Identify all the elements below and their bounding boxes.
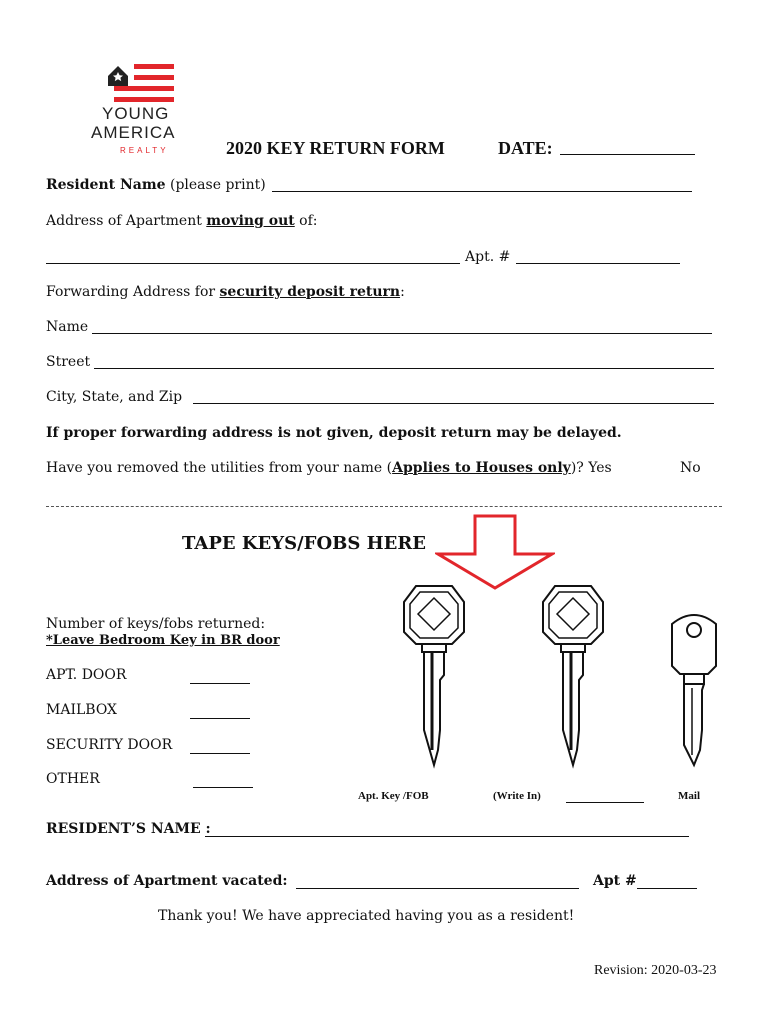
write-in-key-icon <box>533 580 613 770</box>
forwarding-label <box>46 284 405 300</box>
logo-line-young: YOUNG <box>102 104 170 123</box>
utilities-emph: Applies to Houses only <box>392 460 571 476</box>
resident-name-row <box>46 177 266 193</box>
city-label: City, State, and Zip <box>46 389 183 405</box>
logo-line-realty: REALTY <box>120 146 169 155</box>
caption-apt-key: Apt. Key /FOB <box>358 790 429 802</box>
utilities-no[interactable]: No <box>680 460 701 476</box>
resident-name-hint: (please print) <box>170 177 266 193</box>
key-count-mailbox[interactable] <box>190 718 250 719</box>
apt-field[interactable] <box>516 263 680 264</box>
footer-apt-label: Apt # <box>593 873 637 889</box>
forwarding-post: : <box>400 284 405 300</box>
address-label-post: of: <box>294 213 318 229</box>
mail-key-icon <box>664 610 724 770</box>
key-row-mailbox: MAILBOX <box>46 702 118 718</box>
key-count-other[interactable] <box>193 787 253 788</box>
resident-name-field[interactable] <box>272 191 692 192</box>
thank-you-message: Thank you! We have appreciated having you as a resident! <box>158 908 575 924</box>
key-count-security-door[interactable] <box>190 753 250 754</box>
forwarding-pre: Forwarding Address for <box>46 284 220 300</box>
date-field[interactable] <box>560 154 695 155</box>
name-field[interactable] <box>92 333 712 334</box>
tape-keys-heading: TAPE KEYS/FOBS HERE <box>182 533 427 554</box>
key-count-apt-door[interactable] <box>190 683 250 684</box>
resident-name-footer-label: RESIDENT’S NAME : <box>46 821 211 837</box>
apt-label: Apt. # <box>465 249 511 265</box>
street-label: Street <box>46 354 91 370</box>
revision-label: Revision: 2020-03-23 <box>594 963 717 978</box>
logo-line-america: AMERICA <box>91 123 176 142</box>
address-moving-out-field[interactable] <box>46 263 460 264</box>
bedroom-key-note: *Leave Bedroom Key in BR door <box>46 633 280 648</box>
utilities-question <box>46 460 612 476</box>
address-label-pre: Address of Apartment <box>46 213 207 229</box>
write-in-field[interactable] <box>566 802 644 803</box>
utilities-yes[interactable]: )? Yes <box>570 460 612 476</box>
apt-key-icon <box>394 580 474 770</box>
vacated-label: Address of Apartment vacated: <box>46 873 288 889</box>
cut-line-divider <box>46 506 722 507</box>
date-label: DATE: <box>498 138 553 158</box>
key-row-security-door: SECURITY DOOR <box>46 737 173 753</box>
logo <box>91 60 200 160</box>
logo-house-flag-icon <box>106 62 176 102</box>
forwarding-emph: security deposit return <box>219 284 401 300</box>
form-title: 2020 KEY RETURN FORM <box>226 138 445 158</box>
key-row-other: OTHER <box>46 771 100 787</box>
street-field[interactable] <box>94 368 714 369</box>
resident-name-label: Resident Name <box>46 177 166 193</box>
keys-count-label: Number of keys/fobs returned: <box>46 616 266 632</box>
resident-name-footer-field[interactable] <box>205 836 689 837</box>
city-field[interactable] <box>193 403 714 404</box>
caption-mail: Mail <box>678 790 700 802</box>
caption-write-in: (Write In) <box>493 790 541 802</box>
key-row-apt-door: APT. DOOR <box>46 667 127 683</box>
address-label-emph: moving out <box>206 213 295 229</box>
deposit-warning: If proper forwarding address is not given, deposit return may be delayed. <box>46 425 622 441</box>
address-moving-out-label <box>46 213 318 229</box>
name-label: Name <box>46 319 89 335</box>
footer-apt-field[interactable] <box>637 888 697 889</box>
utilities-pre: Have you removed the utilities from your name ( <box>46 460 393 476</box>
vacated-field[interactable] <box>296 888 579 889</box>
